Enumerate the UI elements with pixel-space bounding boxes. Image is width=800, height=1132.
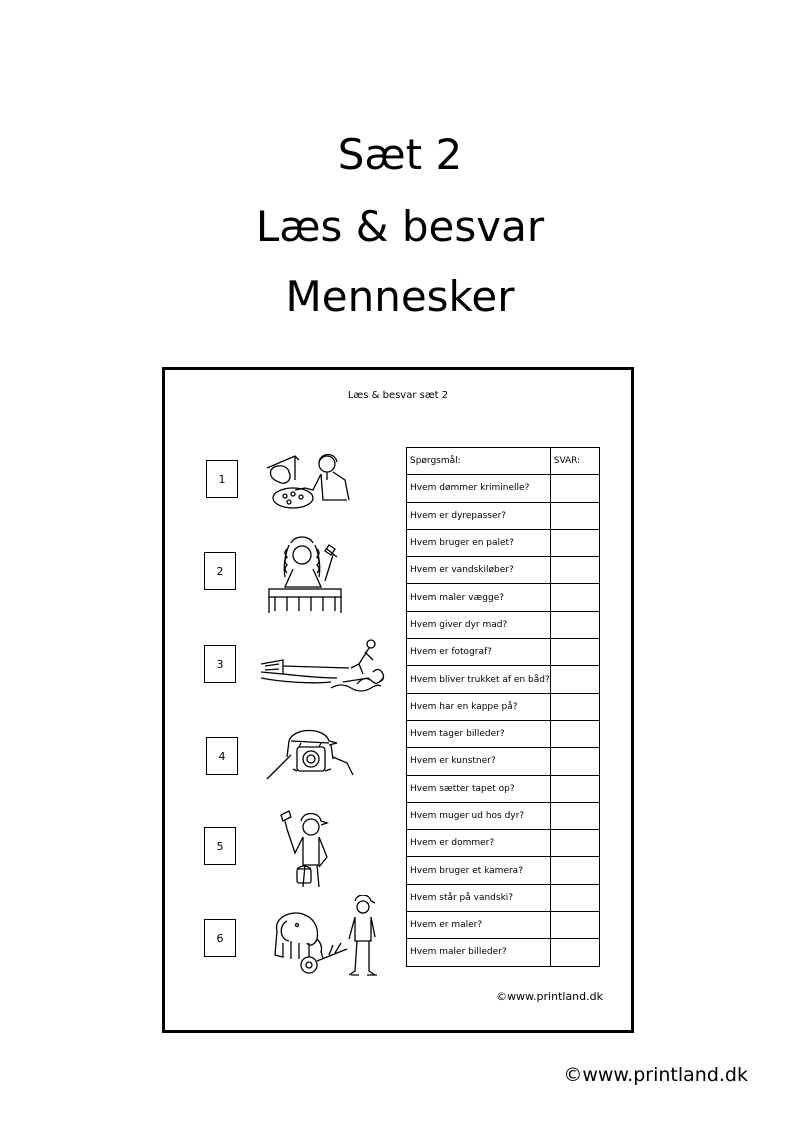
question-cell: Hvem er fotograf? (407, 639, 551, 666)
question-cell: Hvem maler billeder? (407, 939, 551, 966)
number-box-4: 4 (206, 737, 238, 775)
worksheet-preview (162, 367, 634, 1033)
table-row (407, 666, 600, 693)
answer-cell[interactable] (550, 529, 599, 556)
answer-cell[interactable] (550, 802, 599, 829)
table-row (407, 884, 600, 911)
answer-column-header: SVAR: (550, 448, 599, 475)
number-box-1: 1 (206, 460, 238, 498)
table-row (407, 802, 600, 829)
table-row (407, 529, 600, 556)
answer-cell[interactable] (550, 557, 599, 584)
answer-cell[interactable] (550, 748, 599, 775)
answer-cell[interactable] (550, 884, 599, 911)
page-title-set: Sæt 2 (337, 130, 463, 179)
table-row (407, 775, 600, 802)
table-row (407, 557, 600, 584)
table-row (407, 748, 600, 775)
answer-cell[interactable] (550, 857, 599, 884)
page-copyright: ©www.printland.dk (563, 1064, 748, 1086)
water-skier-icon (261, 638, 391, 700)
question-cell: Hvem står på vandski? (407, 884, 551, 911)
table-row (407, 584, 600, 611)
zookeeper-elephant-icon (269, 895, 385, 983)
table-row (407, 830, 600, 857)
number-box-5: 5 (204, 827, 236, 865)
question-cell: Hvem bruger en palet? (407, 529, 551, 556)
worksheet-title: Læs & besvar sæt 2 (347, 390, 449, 401)
number-box-3: 3 (204, 645, 236, 683)
table-header-row (407, 448, 600, 475)
question-table (406, 447, 600, 967)
question-cell: Hvem er kunstner? (407, 748, 551, 775)
page-title-topic: Mennesker (285, 272, 515, 321)
question-cell: Hvem tager billeder? (407, 720, 551, 747)
page-title-read-answer: Læs & besvar (255, 202, 545, 251)
answer-cell[interactable] (550, 584, 599, 611)
table-row (407, 693, 600, 720)
question-cell: Hvem er maler? (407, 912, 551, 939)
answer-cell[interactable] (550, 939, 599, 966)
question-cell: Hvem er dyrepasser? (407, 502, 551, 529)
answer-cell[interactable] (550, 611, 599, 638)
answer-cell[interactable] (550, 720, 599, 747)
table-row (407, 720, 600, 747)
table-row (407, 857, 600, 884)
table-row (407, 502, 600, 529)
answer-cell[interactable] (550, 502, 599, 529)
question-cell: Hvem maler vægge? (407, 584, 551, 611)
answer-cell[interactable] (550, 666, 599, 693)
question-cell: Hvem sætter tapet op? (407, 775, 551, 802)
question-cell: Hvem bliver trukket af en båd? (407, 666, 551, 693)
table-row (407, 912, 600, 939)
answer-cell[interactable] (550, 639, 599, 666)
answer-cell[interactable] (550, 775, 599, 802)
question-cell: Hvem muger ud hos dyr? (407, 802, 551, 829)
number-box-6: 6 (204, 919, 236, 957)
table-row (407, 639, 600, 666)
painter-artist-icon (265, 450, 357, 520)
table-row (407, 611, 600, 638)
question-cell: Hvem er vandskiløber? (407, 557, 551, 584)
question-cell: Hvem har en kappe på? (407, 693, 551, 720)
answer-cell[interactable] (550, 693, 599, 720)
question-cell: Hvem er dommer? (407, 830, 551, 857)
question-cell: Hvem dømmer kriminelle? (407, 475, 551, 502)
table-row (407, 939, 600, 966)
answer-cell[interactable] (550, 830, 599, 857)
wall-painter-icon (273, 807, 337, 893)
question-column-header: Spørgsmål: (407, 448, 551, 475)
number-box-2: 2 (204, 552, 236, 590)
answer-cell[interactable] (550, 912, 599, 939)
worksheet-copyright: ©www.printland.dk (496, 990, 603, 1003)
question-cell: Hvem giver dyr mad? (407, 611, 551, 638)
judge-icon (265, 535, 347, 617)
table-row (407, 475, 600, 502)
answer-cell[interactable] (550, 475, 599, 502)
question-cell: Hvem bruger et kamera? (407, 857, 551, 884)
photographer-icon (265, 725, 357, 793)
